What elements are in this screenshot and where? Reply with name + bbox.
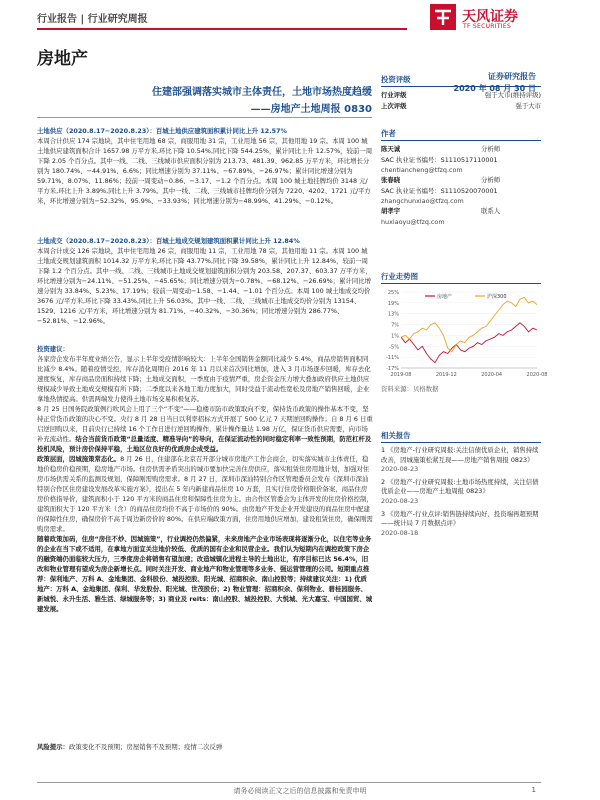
prev-rating-label: 上次评级 [381, 102, 407, 110]
paragraph-highlight: 我们认为短期内在调控政策下房企的融资端仍面临较大压力，三季度房企将销售有望加速；改造城镇化进程主导的土地出让，有序目标已达 56.4%，旧改和物业管理有望成为房企新增长点。同时关注开发、商业地产和物业管理等多业务、强运营管理的公司。短期重点推荐：保利地产、万科 A、金地集团、金科股份、城投控股、阳光城、招商积余、南山控股等；持续建议关注：1) 优质地产：万科 A、金地集团、保利、华发股份、阳光城、世茂股份；2) 物业管理：招商积余、保利物业、碧桂园服务、新城悦、永升生活、雅生活、绿城服务等；3) 商业及 reits：南山控股、城投控股、大悦城、光大嘉宝、中国国贸、城建发展。 [37, 545, 373, 613]
x-tick-label: 2019-12 [435, 372, 457, 378]
paragraph: 各家房企发布半年度业绩公告，显示上半年受疫情影响较大：上半年全国销售金额同比减少 5.4%，商品房销售面积同比减少 8.4%。随着疫情受控，库存消化周期自 2016 年 11 月以来首次同比增加，进入 3 月市场逐步回暖，库存去化速度恢复，库存商品房面积持续下降；土地成交面积，一季度由于疫情严重，房企资金压力增大叠加政府供应土地供应规模减少导致土地成交规模有所下降；二季度以来各地工地力度加大，同时受益于流动性宽松及房地产销售回暖，企业拿地热情提高。供需两端发力使得土地市场交易积极复苏。 [37, 355, 371, 403]
paragraph-highlight: 随着政策加码，住房“房住不炒、因城施策”，行业调控仍然偏紧，未来房地产企业市场表现将逐渐分化，以住宅等业务的企业在当下或不适用，在拿地方面宜关注地价较低、优质的国有企业和民营企业。 [37, 535, 372, 553]
author-name: 胡孝宇 [381, 207, 401, 215]
y-tick-label: 19% [387, 300, 399, 307]
author-name: 张春晓 [381, 176, 401, 184]
legend-label: 沪深300 [487, 294, 507, 300]
prev-rating-value: 强于大市 [515, 102, 541, 110]
section-text: 本周合计供应 174 宗地块，其中住宅用地 68 宗，商服用地 31 宗，工业用地 56 宗，其他用地 19 宗。本周 100 城土地供应建筑面积合计 1657.98 万平方米,环比下降 10.54%,同比下降 544.25%，累计同比上升 12.57%，较前一周下降 2.05 个百分点。其中一线、二线、三线城市供应面积分别为 213.73、481.39、962.85 万平方米，环比增长分别为 180.74%、−44.91%、6.6%；同比增速分别为 37.11%、−67.89%、−26.97%；累计同比增速分别为 59.71%、8.07%、11.86%；较前一周变动−0.86、−3.17、−1.2 个百分点。本周 100 城土地挂牌均价 3148 元/平方米,环比上升 3.89%,同比上升 3.79%。其中一线、二线、三线城市挂牌均价分别为 7220、4202、1721 元/平方米，环比增速分别为−52.32%、95.9%、−33.93%；同比增速分别为−48.99%、41.29%、−0.12%。 [37, 137, 373, 205]
author-cert: SAC 执业证书编号：S1110517110001 [381, 156, 498, 164]
sector-title: 房地产 [37, 49, 88, 69]
title-divider [37, 117, 372, 118]
paragraph-text: 8 月 25 日国务院政策例行吹风会上用了三个“不变”——稳楼市防市政策取向不变，保持货币政策的操作基本不变，坚持正常货币政策的决心不变。央行 8 月 28 日当日以利率招标方式开展了 500 亿元 7 天期逆回购操作；自 8 月 6 日重启逆回购以来，目前央行已持续 16 个工作日进行逆回购操作，累计操作量达 1.98 万亿，保证货币供应需要，向市场补充流动性。 [37, 405, 373, 443]
industry-rating-value: 强于大市(维持评级) [484, 91, 541, 99]
x-tick-label: 2020-04 [481, 372, 503, 378]
page-number: 1 [531, 786, 536, 794]
report-category: 行业报告 | 行业研究周报 [37, 14, 148, 25]
rating-panel [381, 74, 541, 112]
related-report-item[interactable] [381, 510, 541, 539]
related-report-date: 2020-08-23 [381, 496, 419, 505]
trend-heading-wrap [381, 271, 541, 284]
x-tick-label: 2019-08 [390, 372, 412, 378]
authors-heading: 作者 [381, 128, 541, 141]
company-logo-icon [430, 4, 456, 30]
risk-heading: 风险提示： [37, 743, 69, 751]
report-date: 2020 年 08 月 30 日 [453, 84, 536, 93]
section-heading: 投资建议： [37, 345, 69, 353]
y-tick-label: 13% [387, 311, 399, 318]
industry-rating-label: 行业评级 [381, 91, 407, 99]
authors-panel [381, 128, 541, 227]
trend-heading: 行业走势图 [381, 271, 541, 284]
related-report-date: 2020-08-23 [381, 465, 419, 474]
author-role: 分析师 [481, 145, 501, 153]
related-report-title[interactable]: 1 《房地产-行业研究周报:关注信债优质企业，销售持续改善，因城施策松紧互现——房地产销售周报 0823》 [381, 446, 539, 464]
author-card [381, 206, 541, 227]
paragraph [37, 454, 373, 534]
paragraph-highlight: 政策层面，因城施策常态化。 [37, 455, 121, 463]
report-title: 住建部强调落实城市主体责任，土地市场热度趋缓 [152, 87, 372, 98]
rating-heading: 投资评级 [381, 74, 541, 87]
x-tick-label: 2020-08 [526, 372, 548, 378]
y-tick-label: -17% [386, 366, 399, 372]
section-heading: 土地成交（2020.8.17−2020.8.23）：百城土地成交规划建筑面积累计同比上升 12.84% [37, 237, 300, 245]
header-divider [37, 28, 407, 30]
related-report-title[interactable]: 3 《房地产-行业点评:销售链持续向好、投资端再超预期——统计局 7 月数据点评》 [381, 509, 539, 528]
author-cert: SAC 执业证书编号：S1110520070001 [381, 187, 498, 195]
author-email[interactable]: zhangchunxiao@tfzq.com [381, 197, 464, 205]
industry-trend-chart [381, 286, 548, 382]
logo-english: TF SECURITIES [463, 23, 512, 30]
section-text: 本周合计成交 126 宗地块，其中住宅用地 26 宗，商服用地 11 宗，工业用地 78 宗，其他用地 11 宗。本周 100 城土地成交规划建筑面积 1014.32 万平方米,环比下降 43.77%,同比下降 39.58%，累计同比上升 12.84%，较前一周下降 1.2 个百分点。其中一线、二线、三线城市土地成交规划建筑面积分别为 203.58、207.37、603.37 万平方米，环比增速分别为−24.11%、−51.25%、−45.65%；同比增速分别为−0.78%、−68.12%、−26.69%；累计同比增速分别为 33.84%、5.23%、17.19%；较前一周变动−1.58、−1.44、−1.01 个百分点。本周 100 城土地成交均价 3676 元/平方米,环比下降 33.43%,同比上升 56.03%。其中一线、二线、三线城市土地成交均价分别为 13154、1529、1216 元/平方米，环比增速分别为 81.71%、−40.32%、−30.36%；同比增速分别为 286.77%、−52.81%、−12.96%。 [37, 247, 372, 325]
paragraph-text: 8 月 26 日，住建部在北京召开部分城市房地产工作会商会，切实落实城市主体责任，稳地价稳房价稳预期，稳房地产市场。住房供需矛盾突出的城市要加快完善住房供应，落实租赁住房用地计划，加强对住房市场供需关系的监测及规划，保障刚需购房需求。8 月 27 日，深圳市深汕特别合作区管理委员会发布《深圳市深汕特别合作区住房建设发展改革实施方案》，提出在 5 年内新建商品住房 10 万套，且实行住房价格限价备案，商品住房房价格指导价，建筑面积小于 120 平方米的商品住房和保障性住房为主。由合作区管委会为主体开发的住房价格控制，建筑面积大于 120 平方米（含）的商品住房均价不高于市场价的 90%。由房地产开发企业开发建设的商品住房中配建的保障性住房，确保房价不高于周边新房价的 80%。在供应端政策方面，住房用地供应增加，建设租赁住房，确保刚需购房需求。 [37, 455, 373, 533]
report-subtitle: ——房地产土地周报 0830 [250, 104, 372, 115]
related-report-title[interactable]: 2 《房地产-行业研究周报:土地市场热度持续，关注信债优质企业——房地产土地周报 0823》 [381, 477, 539, 496]
author-role: 分析师 [481, 176, 501, 184]
related-reports [381, 430, 541, 538]
related-report-date: 2020-08-18 [381, 528, 419, 537]
y-tick-label: 7% [391, 322, 399, 329]
related-report-item[interactable] [381, 446, 541, 475]
y-tick-label: -5% [389, 344, 399, 351]
y-tick-label: 1% [391, 333, 399, 340]
report-type: 证券研究报告 [488, 72, 536, 81]
related-report-item[interactable] [381, 478, 541, 507]
related-heading: 相关报告 [381, 430, 541, 443]
author-name: 陈天诚 [381, 145, 401, 153]
footer-divider [37, 782, 541, 783]
paragraph [37, 404, 373, 454]
paragraph [37, 534, 373, 614]
chart-source: 资料来源：贝格数据 [381, 385, 439, 393]
author-email[interactable]: chentiancheng@tfzq.com [381, 166, 463, 174]
section-investment [37, 344, 373, 614]
footer-note: 请务必阅读正文之后的信息披露和免责申明 [233, 787, 367, 795]
legend-label: 房地产 [437, 294, 453, 300]
y-tick-label: -11% [386, 355, 399, 362]
author-role: 联系人 [481, 207, 501, 215]
author-card [381, 175, 541, 206]
y-tick-label: 25% [387, 290, 399, 296]
section-heading: 土地供应（2020.8.17−2020.8.23）：百城土地供应建筑面积累计同比上升 12.57% [37, 127, 287, 135]
section-land-deal [37, 236, 373, 326]
section-land-supply [37, 126, 373, 206]
paragraph-highlight: 结合当前货币政策“总量适度、精准导向”的导向，在保证流动性的同时稳定利率一致性预期，防范杠杆及投机风险，预计房价保持平稳，土地区位良好的优质房企成受益。 [37, 435, 372, 453]
logo-text: 天风证券 [462, 9, 518, 25]
risk-warning [37, 742, 373, 752]
author-card [381, 144, 541, 175]
author-email[interactable]: huxiaoyu@tfzq.com [381, 218, 445, 226]
risk-text: 政策变化不及预期；房屋销售不及预期；疫情二次反弹 [68, 743, 223, 751]
